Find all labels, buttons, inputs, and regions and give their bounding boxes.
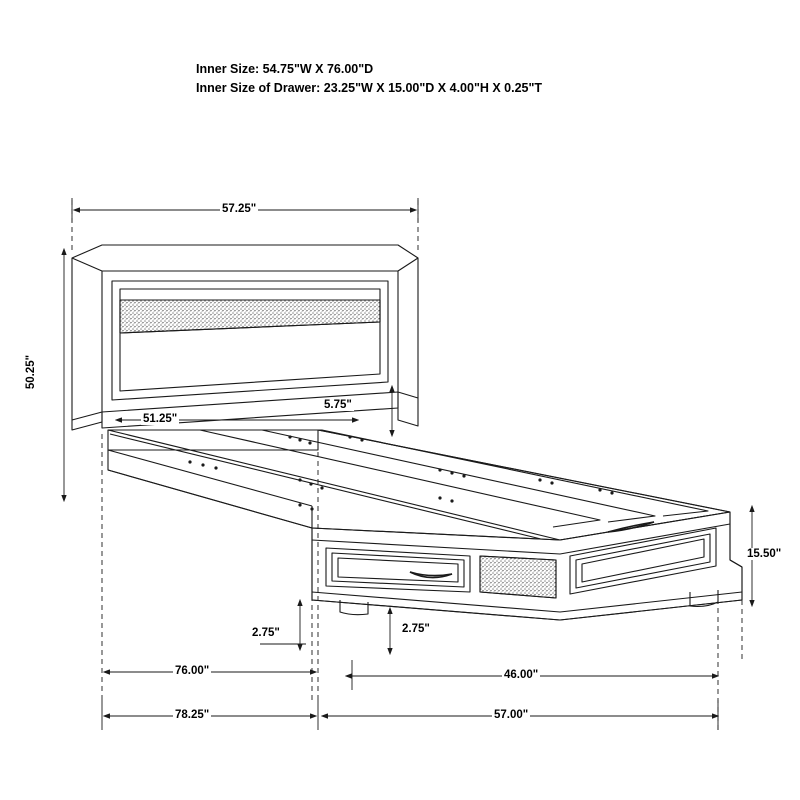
- dim-drawer-span: 46.00": [504, 669, 539, 681]
- dim-footboard-height: 15.50": [747, 548, 782, 560]
- dim-rail-height: 5.75": [324, 399, 352, 411]
- dim-foot-clearance-left: 2.75": [252, 627, 280, 639]
- dim-foot-clearance-right: 2.75": [402, 623, 430, 635]
- dim-overall-width: 57.00": [494, 709, 529, 721]
- inner-size-line: Inner Size: 54.75"W X 76.00"D: [196, 62, 374, 76]
- dim-side-rail-length: 76.00": [175, 665, 210, 677]
- dim-headboard-panel-width: 51.25": [143, 413, 178, 425]
- dim-overall-length: 78.25": [175, 709, 210, 721]
- dim-headboard-width: 57.25": [222, 203, 257, 215]
- inner-drawer-size-line: Inner Size of Drawer: 23.25"W X 15.00"D X 4.00"H X 0.25"T: [196, 81, 543, 95]
- dim-headboard-height: 50.25": [25, 354, 38, 390]
